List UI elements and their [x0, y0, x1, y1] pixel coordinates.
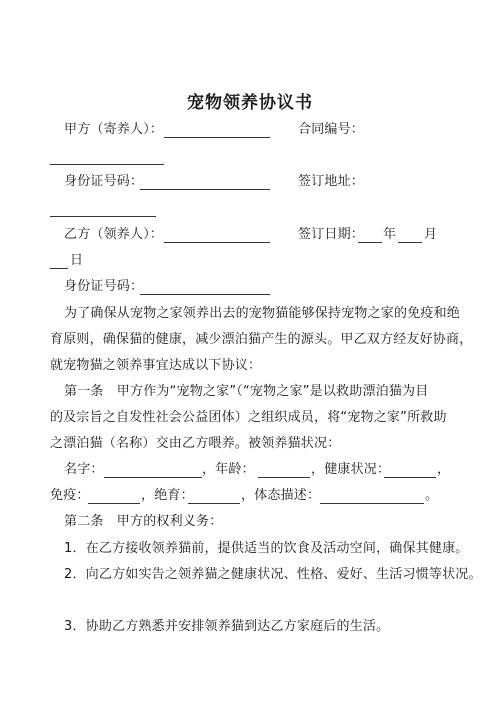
sign-date-day-blank[interactable]: [50, 254, 68, 269]
party-a-blank[interactable]: [164, 123, 270, 138]
sign-date-year-blank[interactable]: [358, 228, 382, 243]
body-desc-blank[interactable]: [320, 489, 424, 504]
sign-place-label: 签订地址：: [298, 174, 365, 189]
month-label: 月: [424, 227, 438, 242]
neuter-label: ，绝育：: [141, 488, 194, 503]
contract-no-label: 合同编号：: [298, 122, 365, 137]
party-a-label: 甲方（寄养人）：: [64, 122, 164, 137]
immune-blank[interactable]: [88, 489, 140, 504]
cat-age-blank[interactable]: [258, 463, 310, 478]
day-label: 日: [70, 253, 84, 268]
sign-date-label: 签订日期：: [298, 227, 365, 242]
neuter-blank[interactable]: [188, 489, 240, 504]
cat-age-label: ，年龄：: [202, 462, 255, 477]
cat-health-blank[interactable]: [384, 463, 436, 478]
id-no-a-label: 身份证号码：: [64, 174, 144, 189]
contract-no-blank[interactable]: [50, 150, 164, 165]
party-b-blank[interactable]: [164, 228, 270, 243]
year-label: 年: [383, 227, 397, 242]
sign-date-month-blank[interactable]: [398, 228, 422, 243]
cat-name-label: 名字：: [64, 462, 104, 477]
sign-place-blank[interactable]: [50, 202, 156, 217]
party-b-label: 乙方（领养人）：: [64, 227, 164, 242]
id-no-b-blank[interactable]: [140, 280, 270, 295]
id-no-b-label: 身份证号码：: [64, 279, 144, 294]
period: 。: [425, 488, 439, 503]
body-desc-label: ，体态描述：: [241, 488, 321, 503]
comma: ，: [437, 462, 451, 477]
cat-health-label: ，健康状况：: [311, 462, 391, 477]
immune-label: 免疫：: [50, 488, 90, 503]
id-no-a-blank[interactable]: [140, 175, 270, 190]
cat-name-blank[interactable]: [104, 463, 202, 478]
document-title: 宠物领养协议书: [187, 93, 313, 113]
